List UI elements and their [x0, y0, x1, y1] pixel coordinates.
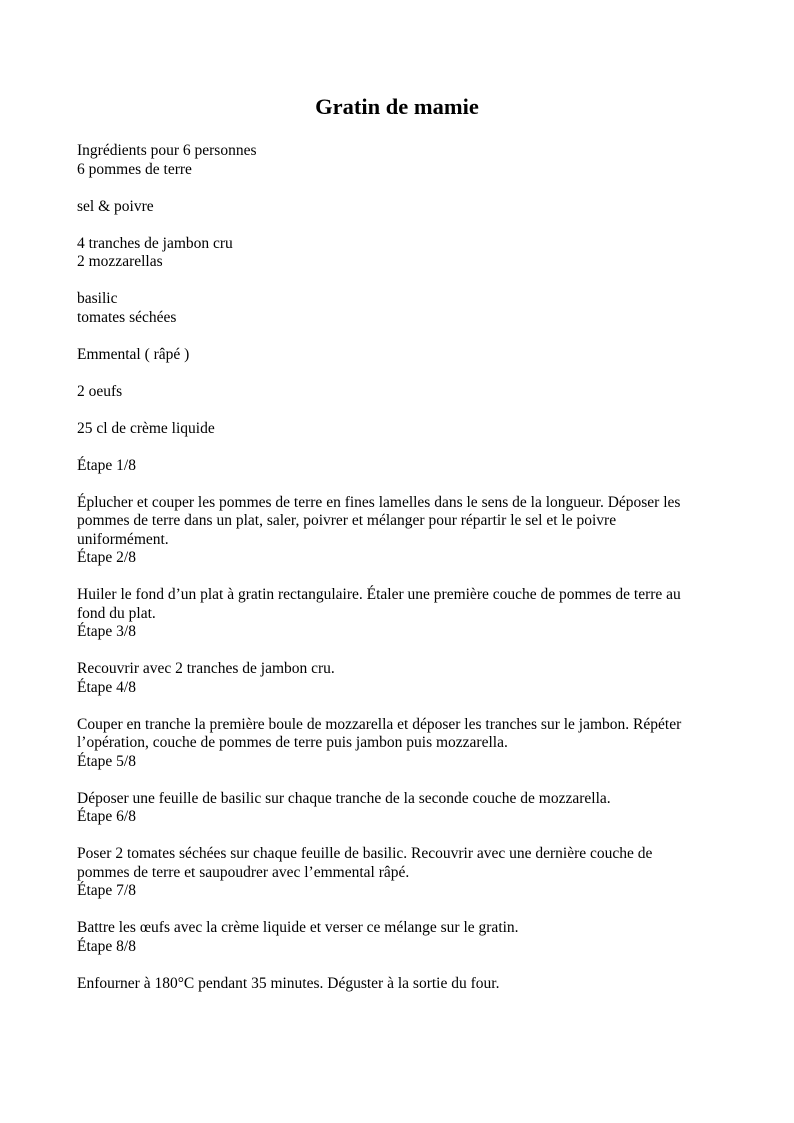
blank-line [77, 697, 706, 716]
ingredient-item: 25 cl de crème liquide [77, 419, 215, 437]
step-label: Étape 7/8 [77, 882, 136, 899]
blank-line [77, 827, 706, 846]
step-text: Huiler le fond d’un plat à gratin rectangulaire. Étaler une première couche de pommes de terre au fond du plat. [77, 586, 681, 622]
recipe-body [77, 142, 706, 993]
step-text: Couper en tranche la première boule de mozzarella et déposer les tranches sur le jambon. Répéter l’opération, couche de pommes de terre puis jambon puis mozzarella. [77, 715, 682, 751]
ingredients-heading: Ingrédients pour 6 personnes [77, 142, 257, 159]
ingredient-item: tomates séchées [77, 308, 177, 326]
ingredient-item: sel & poivre [77, 197, 154, 215]
blank-line [77, 956, 706, 975]
step-text: Éplucher et couper les pommes de terre en fines lamelles dans le sens de la longueur. Déposer les pommes de terre dans un plat, saler, poivrer et mélanger pour répartir le sel et le poivre uniformément. [77, 493, 681, 548]
ingredient-item: 2 mozzarellas [77, 253, 163, 270]
blank-line [77, 568, 706, 587]
blank-line [77, 364, 706, 383]
blank-line [77, 327, 706, 346]
ingredient-item: basilic [77, 290, 118, 307]
blank-line [77, 901, 706, 920]
step-text: Poser 2 tomates séchées sur chaque feuille de basilic. Recouvrir avec une dernière couche de pommes de terre et saupoudrer avec l’emmental râpé. [77, 845, 653, 881]
blank-line [77, 642, 706, 661]
blank-line [77, 179, 706, 198]
ingredient-item: Emmental ( râpé ) [77, 345, 190, 363]
step-label: Étape 6/8 [77, 808, 136, 825]
page-title: Gratin de mamie [315, 94, 479, 119]
blank-line [77, 216, 706, 235]
step-text: Enfourner à 180°C pendant 35 minutes. Déguster à la sortie du four. [77, 974, 500, 992]
blank-line [77, 272, 706, 291]
step-label: Étape 4/8 [77, 678, 136, 696]
step-text: Recouvrir avec 2 tranches de jambon cru. [77, 660, 335, 677]
blank-line [77, 771, 706, 790]
step-label: Étape 5/8 [77, 752, 136, 770]
ingredient-item: 4 tranches de jambon cru [77, 234, 233, 252]
step-label: Étape 1/8 [77, 456, 136, 474]
ingredient-item: 6 pommes de terre [77, 160, 192, 178]
blank-line [77, 401, 706, 420]
step-label: Étape 3/8 [77, 623, 136, 640]
ingredient-item: 2 oeufs [77, 382, 123, 400]
blank-line [77, 438, 706, 457]
step-text: Déposer une feuille de basilic sur chaque tranche de la seconde couche de mozzarella. [77, 789, 611, 807]
step-label: Étape 2/8 [77, 549, 136, 566]
blank-line [77, 475, 706, 494]
step-text: Battre les œufs avec la crème liquide et verser ce mélange sur le gratin. [77, 919, 519, 936]
step-label: Étape 8/8 [77, 937, 136, 955]
